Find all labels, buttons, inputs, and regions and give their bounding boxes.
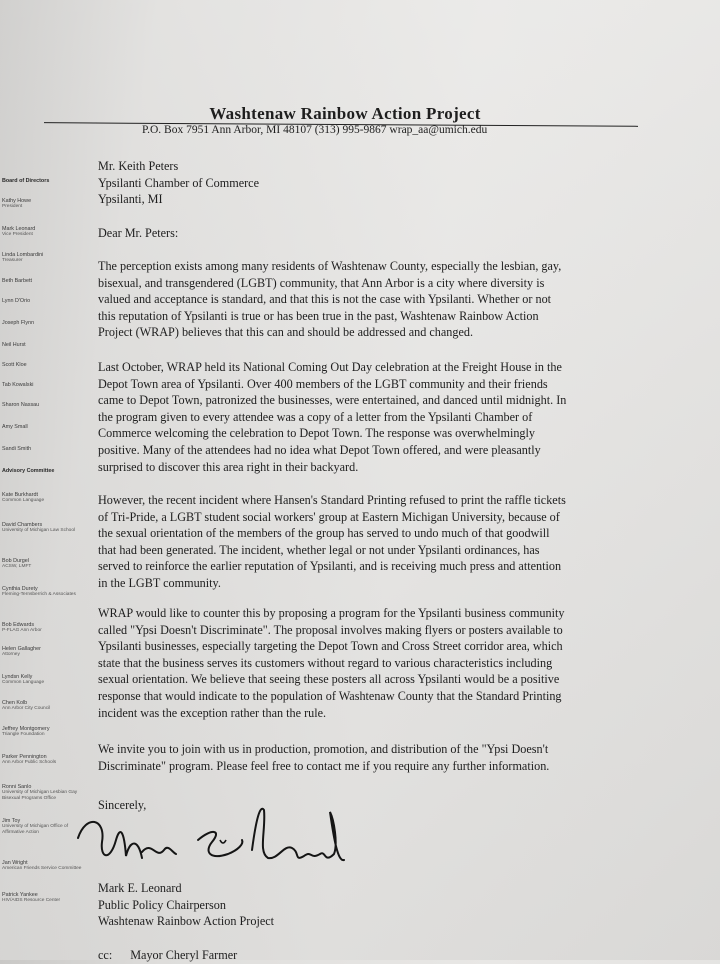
member-name: Lynn D'Orio [2, 298, 31, 304]
signature-block [98, 880, 698, 930]
sidebar-member [2, 382, 90, 388]
paragraph-line: Last October, WRAP held its National Coming Out Day celebration at the Freight House in the [98, 360, 562, 374]
paragraph-line: The perception exists among many residents of Washtenaw County, especially the lesbian, gay, [98, 259, 562, 273]
member-title: Fleming-Ternsberrich & Associates [2, 592, 76, 598]
member-name: Neil Hurst [2, 342, 26, 348]
paragraph-line: incident was the exception rather than the rule. [98, 705, 327, 720]
signer-org: Washtenaw Rainbow Action Project [98, 914, 275, 929]
member-title: Ann Arbor City Council [2, 706, 51, 712]
salutation: Dear Mr. Peters: [98, 226, 179, 240]
sidebar-member [2, 342, 90, 348]
paragraph-proposal [98, 605, 698, 721]
paragraph-line: of Tri-Pride, a LGBT student social workers' group at Eastern Michigan University, because of [98, 509, 560, 524]
paragraph-line: came to Depot Town, patronized the businesses, were entertained, and danced until midnight. In [98, 393, 567, 408]
member-name: Joseph Flynn [2, 320, 35, 326]
member-name: Mark Leonard [2, 226, 36, 232]
sidebar-member [2, 298, 90, 304]
member-title: Vice President [2, 232, 33, 238]
member-name: Jan Wright [2, 860, 28, 866]
member-name: David Chambers [2, 522, 43, 528]
sidebar-member [2, 674, 90, 686]
paragraph-line: valued and acceptance is standard, and that this is not the case with Ypsilanti. Whether or not [98, 292, 552, 307]
member-name: Linda Lombardini [2, 252, 44, 258]
member-title: American Friends Service Committee [2, 866, 82, 872]
member-name: Bob Durgel [2, 558, 29, 564]
sidebar-member [2, 754, 90, 766]
recipient-city: Ypsilanti, MI [98, 192, 163, 207]
member-name: Patrick Yankee [2, 892, 38, 898]
paragraph-line: Depot Town area of Ypsilanti. Over 400 members of the LGBT community and their friends [98, 376, 548, 391]
sidebar-member [2, 622, 90, 634]
recipient-block [98, 158, 698, 208]
member-name: Board of Directors [2, 178, 50, 184]
member-name: Amy Small [2, 424, 28, 430]
member-name: Jim Toy [2, 818, 21, 824]
member-name: Jeffrey Montgomery [2, 726, 50, 732]
member-name: Chen Kolb [2, 700, 28, 706]
paragraph-coming-out-day [98, 359, 698, 475]
member-title: President [2, 204, 23, 210]
member-name: Kathy Howe [2, 198, 32, 204]
member-title: P-FLAG Ann Arbor [2, 628, 42, 634]
paragraph-line: sexual orientation. We believe that seeing these posters all across Ypsilanti would be a positive [98, 672, 560, 687]
member-name: Tab Kowalski [2, 382, 34, 388]
paragraph-line: Ypsilanti businesses, especially targeting the Depot Town and Cross Street corridor area, which [98, 639, 563, 654]
sidebar-member [2, 446, 90, 452]
paragraph-line: response that would indicate to the population of Washtenaw County that the Standard Printing [98, 688, 562, 703]
signer-name: Mark E. Leonard [98, 881, 182, 895]
paragraph-line: Discriminate" program. Please feel free to contact me if you require any further information. [98, 758, 550, 773]
paragraph-line: positive. Many of the attendees had no idea what Depot Town offered, and were pleasantly [98, 442, 541, 457]
member-title: ACSW, LMFT [2, 564, 32, 570]
member-title: Treasurer [2, 258, 23, 264]
sidebar-heading [2, 178, 90, 184]
paragraph-line: the sexual orientation of the members of the group has served to undo much of that goodwill [98, 526, 550, 541]
paragraph-line: WRAP would like to counter this by proposing a program for the Ypsilanti business community [98, 606, 565, 620]
paragraph-line: the program given to every attendee was a copy of a letter from the Ypsilanti Chamber of [98, 409, 533, 424]
cc-recipient: Mayor Cheryl Farmer [130, 948, 238, 962]
sidebar-member [2, 700, 90, 712]
sidebar-member [2, 646, 90, 658]
closing: Sincerely, [98, 798, 147, 812]
sidebar-heading [2, 468, 90, 474]
member-title: Common Language [2, 498, 45, 504]
sidebar-member [2, 424, 90, 430]
member-name: Scott Kloe [2, 362, 27, 368]
sidebar-member [2, 198, 90, 210]
sidebar-member [2, 320, 90, 326]
member-name: Sharon Nassau [2, 402, 40, 408]
paragraph-line: this reputation of Ypsilanti is true or has been true in the past, Washtenaw Rainbow Action [98, 308, 539, 323]
paragraph-line: in the LGBT community. [98, 575, 221, 590]
handwritten-signature [72, 800, 362, 885]
sidebar-member [2, 726, 90, 738]
sidebar-member [2, 252, 90, 264]
sidebar-member [2, 362, 90, 368]
paragraph-line: served to reinforce the earlier reputation of Ypsilanti, and is receiving much press and attention [98, 559, 562, 574]
sidebar-member [2, 278, 90, 284]
paragraph-line: that had been generated. The incident, whether legal or not under Ypsilanti ordinances, has [98, 542, 540, 557]
member-name: Lyndsn Kelly [2, 674, 33, 680]
paragraph-line: called "Ypsi Doesn't Discriminate". The proposal involves making flyers or posters available to [98, 622, 563, 637]
recipient-org: Ypsilanti Chamber of Commerce [98, 175, 260, 190]
signer-title: Public Policy Chairperson [98, 897, 226, 912]
member-title: University of Michigan Lesbian Gay Bisexual Programs Office [2, 790, 78, 802]
member-title: University of Michigan Office of Affirmative Action [2, 824, 69, 836]
sidebar-member [2, 892, 90, 904]
sidebar-member [2, 558, 90, 570]
member-title: Attorney [2, 652, 20, 658]
member-name: Bob Edwards [2, 622, 35, 628]
sidebar-member [2, 402, 90, 408]
paragraph-line: However, the recent incident where Hansen's Standard Printing refused to print the raffle tickets [98, 493, 566, 507]
member-name: Parker Pennington [2, 754, 47, 760]
member-title: Ann Arbor Public Schools [2, 760, 57, 766]
recipient-name: Mr. Keith Peters [98, 159, 179, 173]
paragraph-line: Project (WRAP) believes that this can and should be addressed and changed. [98, 325, 473, 340]
paragraph-line: bisexual, and transgendered (LGBT) community, that Ann Arbor is a city where diversity is [98, 275, 545, 290]
sidebar-member [2, 492, 90, 504]
letterhead-title: Washtenaw Rainbow Action Project [209, 104, 481, 123]
member-name: Ronni Sanlo [2, 784, 32, 790]
member-name: Sandi Smith [2, 446, 32, 452]
paragraph-line: Commerce welcoming the celebration to Depot Town. The response was overwhelmingly [98, 426, 535, 441]
member-name: Advisory Committee [2, 468, 55, 474]
paragraph-line: surprised to discover this area right in their backyard. [98, 459, 359, 474]
sidebar-member [2, 522, 90, 534]
cc-line [98, 947, 698, 964]
paragraph-line: state that the business serves its customers without regard to various characteristics including [98, 655, 553, 670]
member-name: Cynthia Durety [2, 586, 38, 592]
paragraph-perception [98, 258, 698, 341]
sidebar-member [2, 586, 90, 598]
member-title: Triangle Foundation [2, 732, 45, 738]
sidebar-member [2, 226, 90, 238]
paragraph-incident [98, 492, 698, 592]
member-name: Kate Burkhardt [2, 492, 38, 498]
member-title: Common Language [2, 680, 45, 686]
paragraph-invitation [98, 741, 698, 774]
letterhead-address: P.O. Box 7951 Ann Arbor, MI 48107 (313) 995-9867 wrap_aa@umich.edu [142, 124, 488, 136]
cc-label: cc: [98, 948, 113, 962]
member-name: Beth Barbett [2, 278, 32, 284]
paragraph-line: We invite you to join with us in production, promotion, and distribution of the "Ypsi Doesn't [98, 742, 549, 756]
member-title: University of Michigan Law School [2, 528, 76, 534]
member-name: Helen Gallagher [2, 646, 41, 652]
member-title: HIV/AIDS Resource Center [2, 898, 61, 904]
